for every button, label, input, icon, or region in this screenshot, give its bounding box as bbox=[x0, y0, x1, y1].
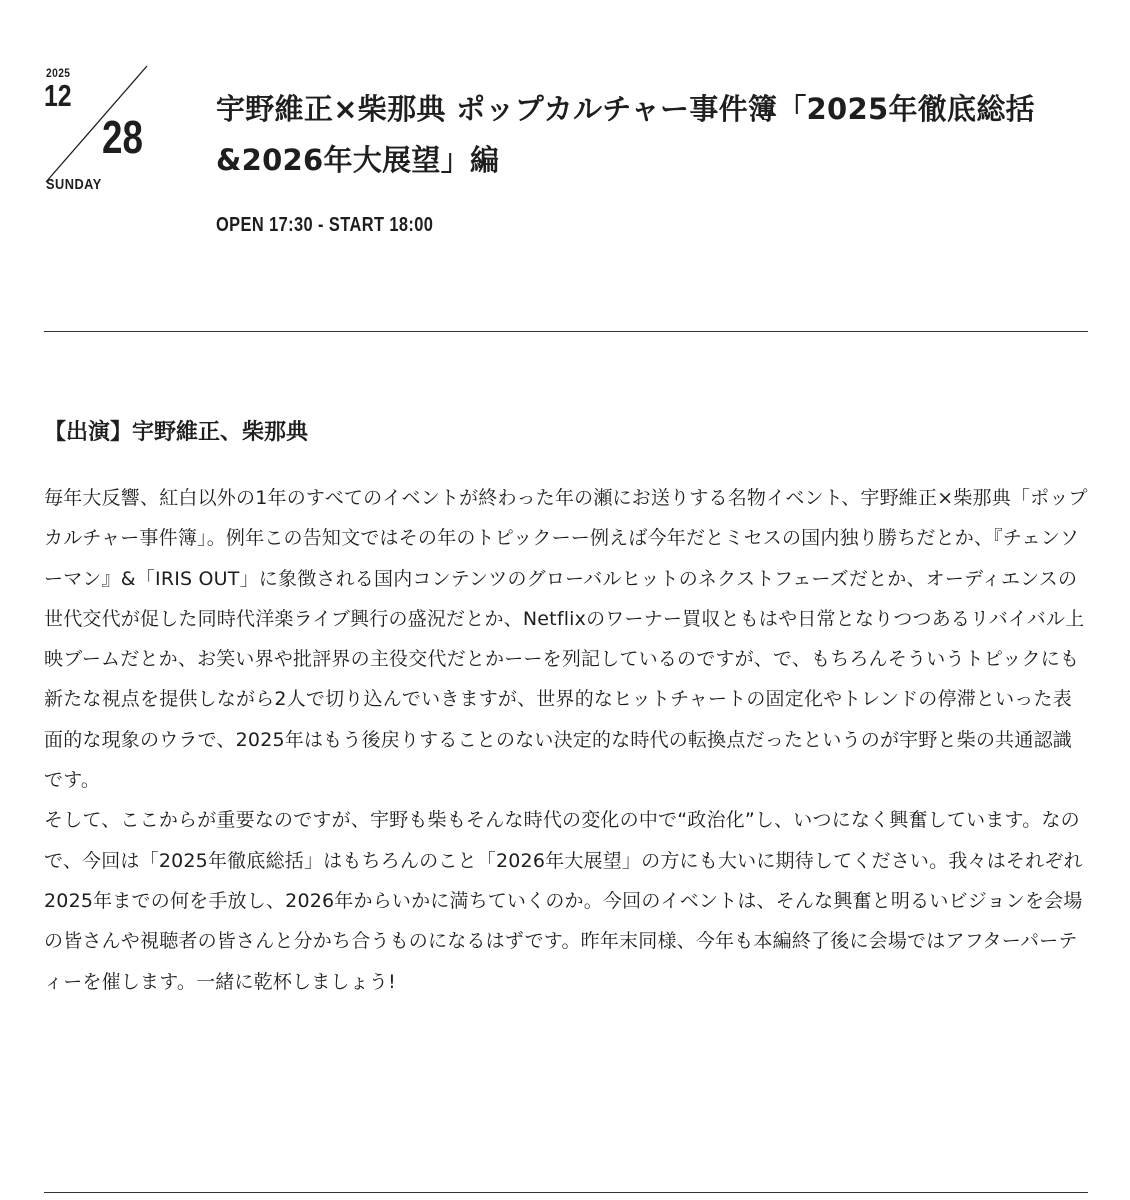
date-year: 2025 bbox=[46, 66, 71, 80]
top-divider bbox=[44, 331, 1088, 332]
bottom-divider bbox=[44, 1192, 1088, 1193]
event-time: OPEN 17:30 - START 18:00 bbox=[216, 214, 434, 236]
description-paragraph: 毎年大反響、紅白以外の1年のすべてのイベントが終わった年の瀬にお送りする名物イベント、宇野維正×柴那典「ポップカルチャー事件簿」。例年この告知文ではその年のトピックーー例えば今年だとミセスの国内独り勝ちだとか、『チェンソーマン』&「IRIS OUT」に象徴される国内コンテンツのグローバルヒットのネクストフェーズだとか、オーディエンスの世代交代が促した同時代洋楽ライブ興行の盛況だとか、Netflixのワーナー買収ともはや日常となりつつあるリバイバル上映ブームだとか、お笑い界や批評界の主役交代だとかーーを列記しているのですが、で、もちろんそういうトピックにも新たな視点を提供しながら2人で切り込んでいきますが、世界的なヒットチャートの固定化やトレンドの停滞といった表面的な現象のウラで、2025年はもう後戻りすることのない決定的な時代の転換点だったというのが宇野と柴の共通認識です。 bbox=[44, 487, 1088, 792]
event-title: 宇野維正×柴那典 ポップカルチャー事件簿「2025年徹底総括&2026年大展望」編 bbox=[216, 92, 1035, 177]
event-description bbox=[44, 478, 1088, 1002]
date-month: 12 bbox=[44, 78, 72, 113]
cast-heading: 【出演】宇野維正、柴那典 bbox=[44, 420, 309, 445]
date-weekday: SUNDAY bbox=[46, 176, 102, 193]
description-paragraph: そして、ここからが重要なのですが、宇野も柴もそんな時代の変化の中で“政治化”し、いつになく興奮しています。なので、今回は「2025年徹底総括」はもちろんのこと「2026年大展望」の方にも大いに期待してください。我々はそれぞれ2025年までの何を手放し、2026年からいかに満ちていくのか。今回のイベントは、そんな興奮と明るいビジョンを会場の皆さんや視聴者の皆さんと分かち合うものになるはずです。昨年末同様、今年も本編終了後に会場ではアフターパーティーを催します。一緒に乾杯しましょう! bbox=[44, 809, 1083, 993]
date-day: 28 bbox=[102, 111, 143, 163]
event-date bbox=[44, 62, 154, 202]
